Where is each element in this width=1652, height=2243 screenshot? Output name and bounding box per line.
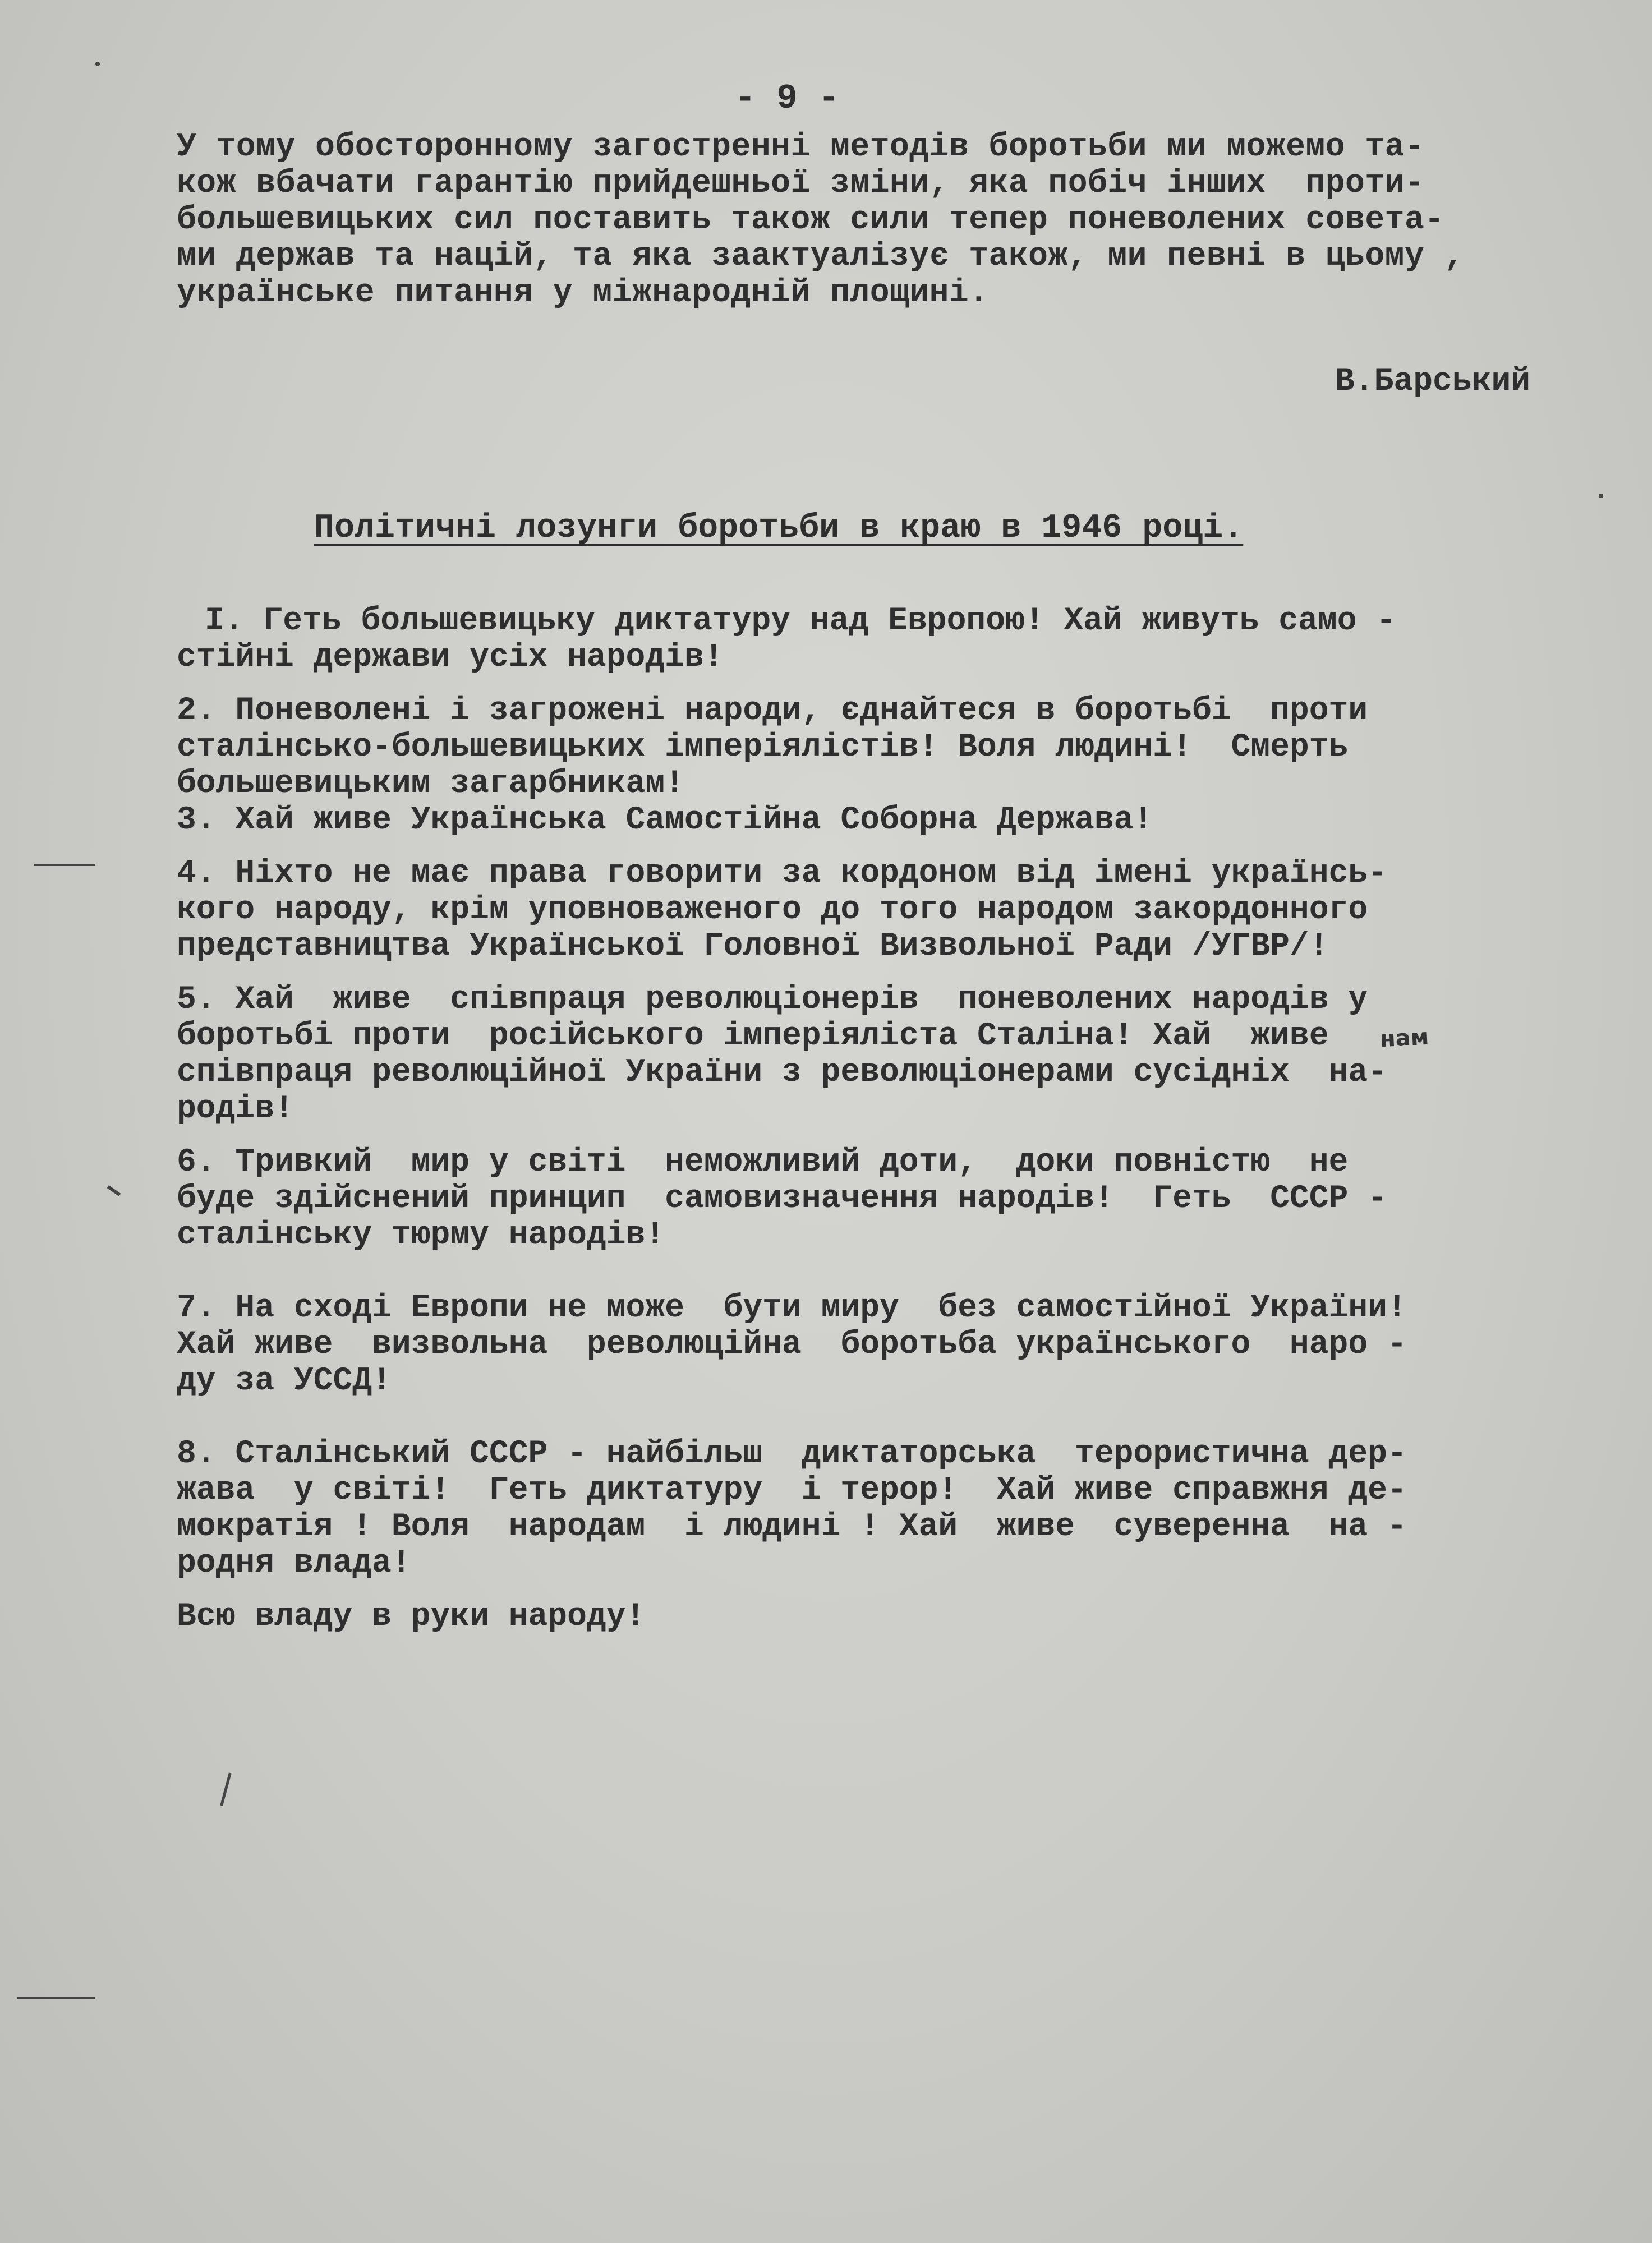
- slogan-line: большевицьким загарбникам!: [177, 766, 684, 802]
- slogan-line: ду за УССД!: [177, 1363, 392, 1399]
- slogan-line: співпраця революційної України з революціонерами сусідніх на-: [177, 1054, 1387, 1091]
- section-heading: Політичні лозунги боротьби в краю в 1946 році.: [314, 509, 1244, 547]
- slogan-line: 6. Тривкий мир у світі неможливий доти, доки повністю не: [177, 1144, 1349, 1181]
- intro-line: ми держав та націй, та яка заактуалізує також, ми певні в цьому ,: [177, 238, 1464, 275]
- slogan-line: родня влада!: [177, 1545, 411, 1582]
- slogan-line: кого народу, крім уповноваженого до того народом закордонного: [177, 892, 1368, 928]
- margin-mark: [107, 1185, 121, 1196]
- closing-slogan: Всю владу в руки народу!: [177, 1599, 646, 1635]
- slogan-line: буде здійснений принцип самовизначення народів! Геть СССР -: [177, 1181, 1387, 1217]
- margin-mark: [95, 62, 100, 66]
- slogan-line: сталінську тюрму народів!: [177, 1217, 665, 1254]
- slogan-line: представництва Української Головної Визвольної Ради /УГВР/!: [177, 928, 1329, 965]
- margin-mark: [220, 1772, 231, 1806]
- intro-line: большевицьких сил поставить також сили тепер поневолених совета-: [177, 202, 1444, 238]
- margin-mark: [34, 864, 95, 866]
- slogan-line: жава у світі! Геть диктатуру і терор! Хай живе справжня де-: [177, 1472, 1407, 1509]
- slogan-line: родів!: [177, 1091, 294, 1127]
- slogan-line: сталінсько-большевицьких імперіялістів! Воля людині! Смерть: [177, 729, 1349, 766]
- slogan-line: 5. Хай живе співпраця революціонерів поневолених народів у: [177, 982, 1368, 1018]
- slogan-line: I. Геть большевицьку диктатуру над Европою! Хай живуть само -: [205, 603, 1396, 639]
- slogan-line: боротьбі проти російського імперіяліста Сталіна! Хай живе: [177, 1018, 1329, 1054]
- slogan-line: 8. Сталінський СССР - найбільш диктаторська терористична дер-: [177, 1436, 1407, 1472]
- margin-mark: [1599, 494, 1603, 498]
- author-signature: В.Барський: [1335, 363, 1531, 400]
- slogan-line: мократія ! Воля народам і людині ! Хай живе суверенна на -: [177, 1509, 1407, 1545]
- slogan-line: 2. Поневолені і загрожені народи, єднайтеся в боротьбі проти: [177, 693, 1368, 729]
- intro-line: українське питання у міжнародній площині.: [177, 275, 989, 311]
- intro-line: У тому обосторонному загостренні методів боротьби ми можемо та-: [177, 129, 1425, 165]
- handwritten-note: нам: [1379, 1024, 1430, 1053]
- slogan-line: 4. Ніхто не має права говорити за кордоном від імені українсь-: [177, 855, 1387, 892]
- slogan-line: 3. Хай живе Українська Самостійна Соборна Держава!: [177, 802, 1153, 839]
- slogan-line: стійні держави усіх народів!: [177, 639, 724, 676]
- page-number: - 9 -: [735, 79, 840, 118]
- slogan-line: Хай живе визвольна революційна боротьба українського наро -: [177, 1327, 1407, 1363]
- intro-line: кож вбачати гарантію прийдешньої зміни, яка побіч інших проти-: [177, 165, 1425, 202]
- slogan-line: 7. На сході Европи не може бути миру без самостійної України!: [177, 1290, 1407, 1327]
- margin-mark: [17, 1997, 95, 1999]
